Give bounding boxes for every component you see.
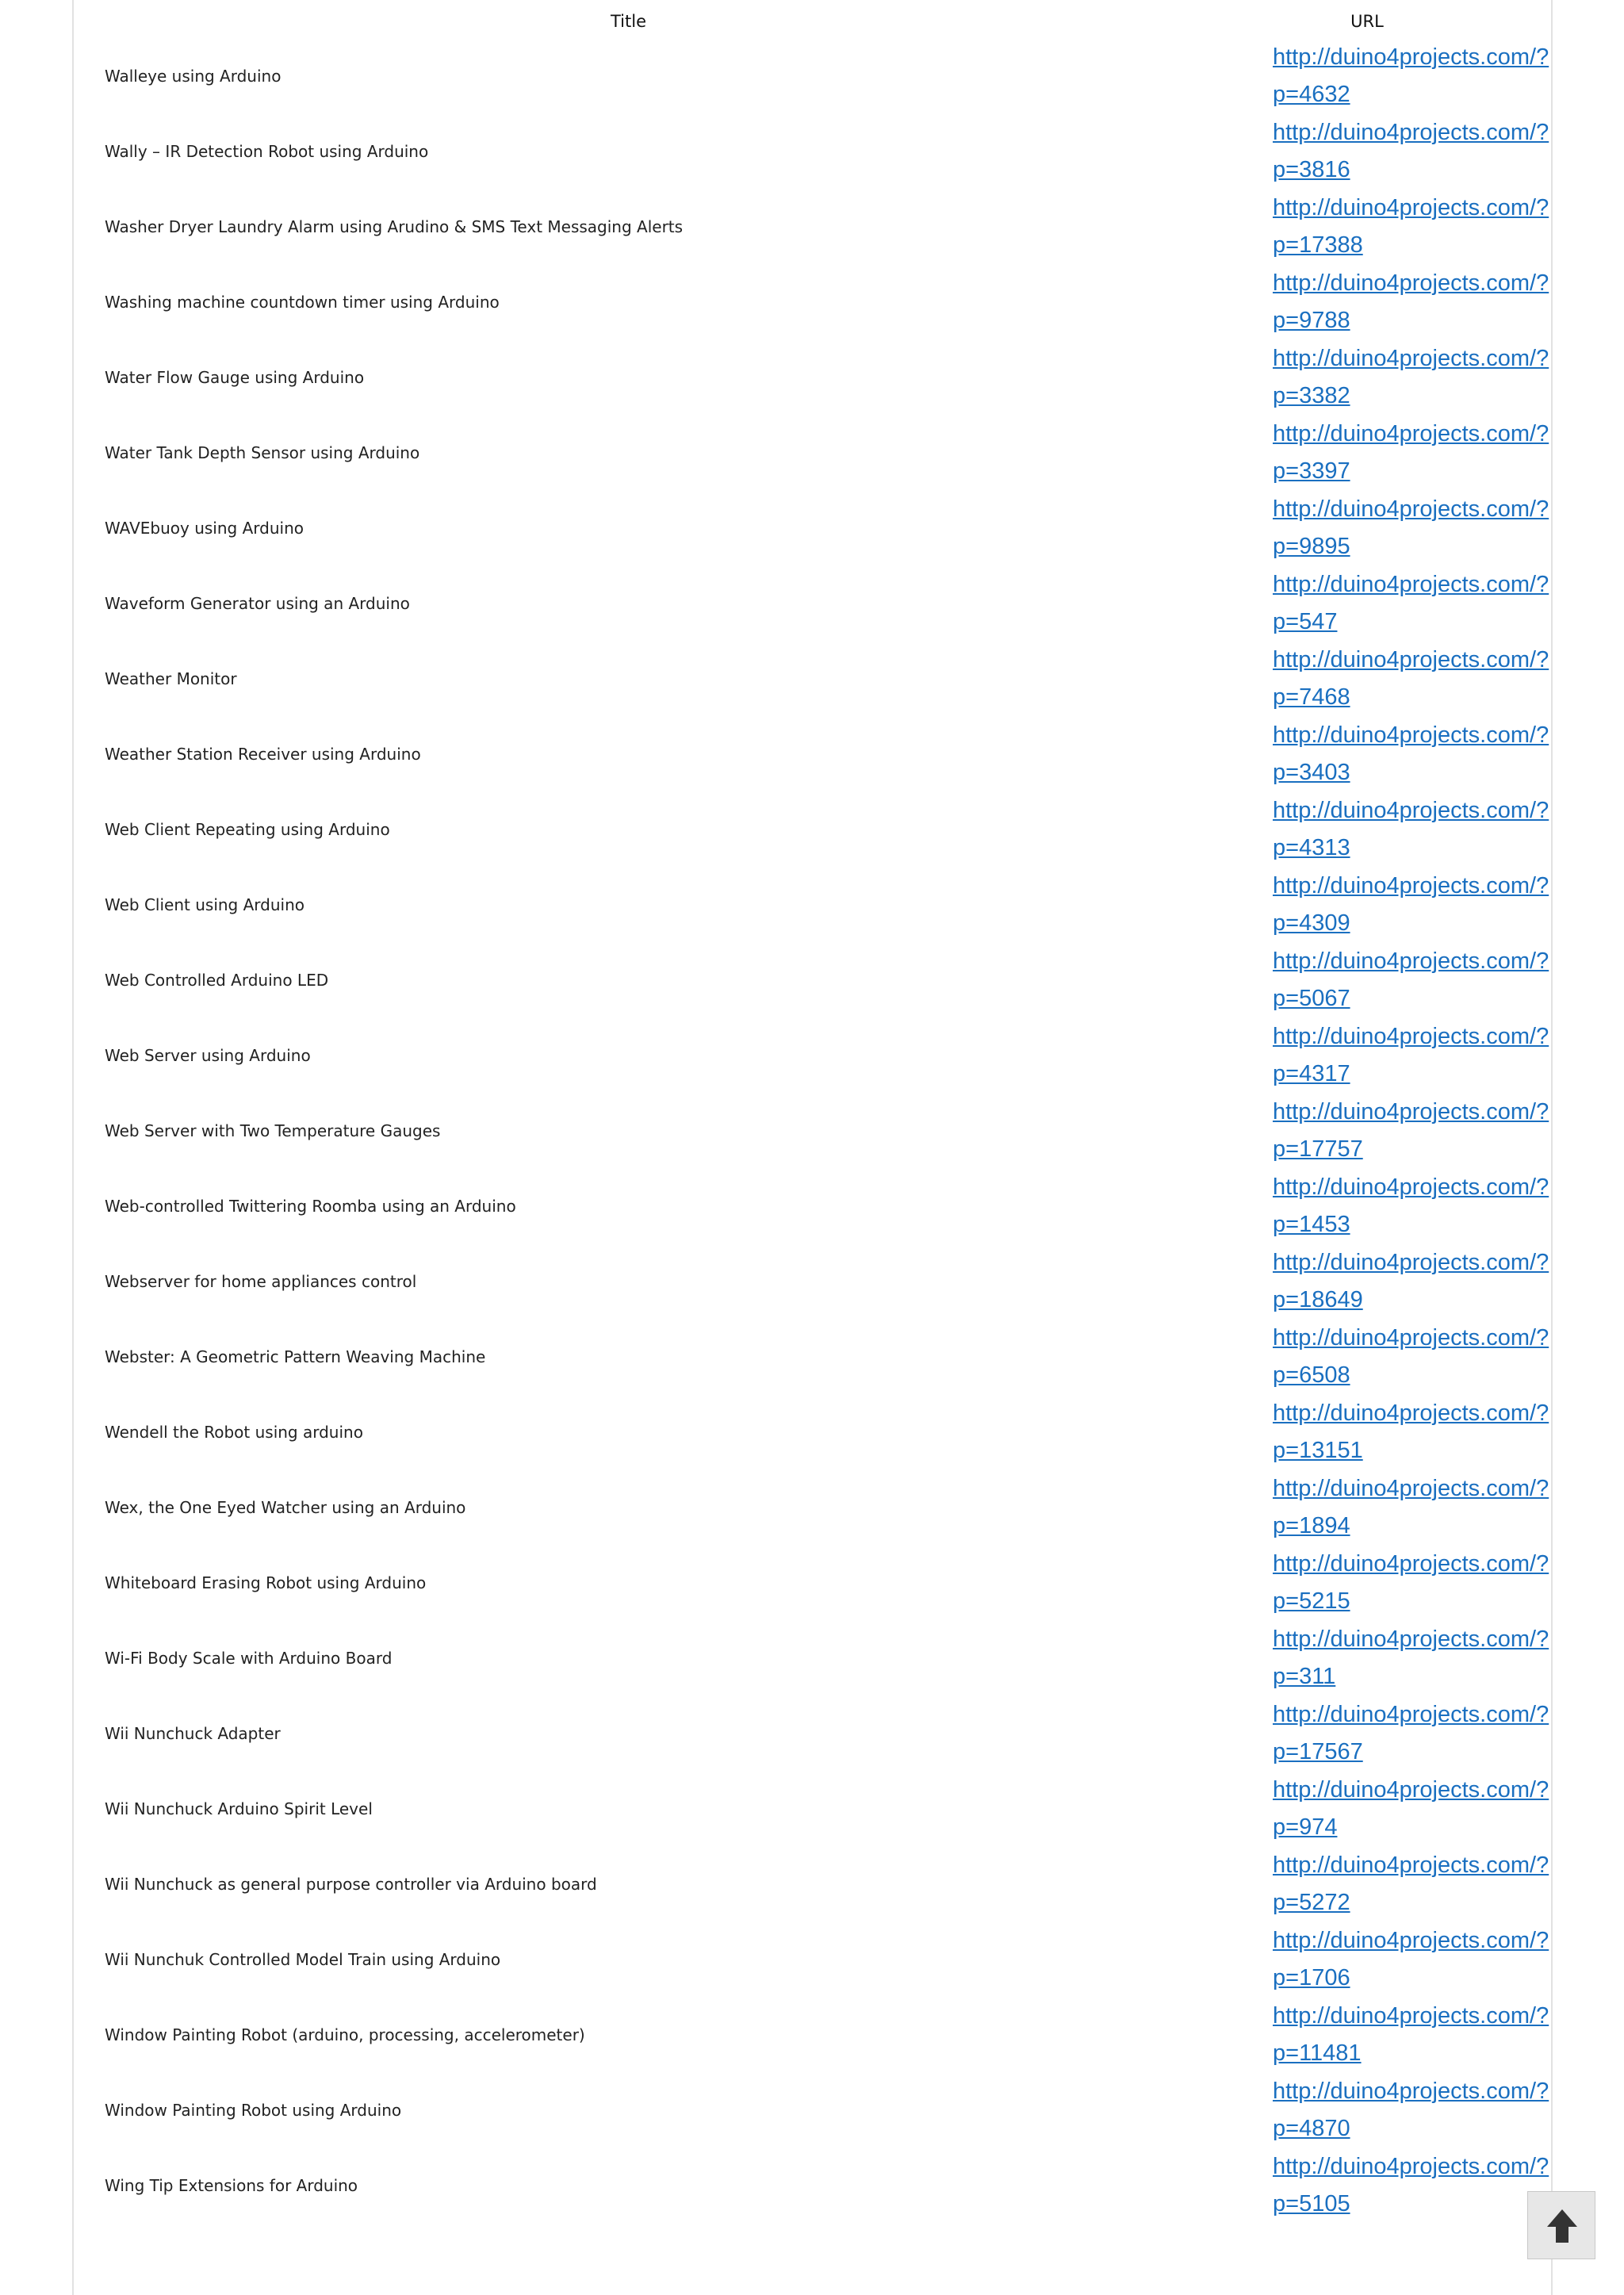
project-title: Wii Nunchuk Controlled Model Train using Arduino bbox=[105, 1949, 501, 1969]
project-url-link[interactable]: http://duino4projects.com/?p=3816 bbox=[1273, 119, 1549, 182]
project-title: Wii Nunchuck Arduino Spirit Level bbox=[105, 1799, 373, 1818]
project-url-link[interactable]: http://duino4projects.com/?p=13151 bbox=[1273, 1400, 1549, 1463]
project-url-link[interactable]: http://duino4projects.com/?p=1706 bbox=[1273, 1927, 1549, 1990]
table-row bbox=[74, 113, 1551, 189]
project-url-link[interactable]: http://duino4projects.com/?p=5215 bbox=[1273, 1550, 1549, 1614]
project-url-cell bbox=[1183, 1394, 1551, 1469]
project-url-link[interactable]: http://duino4projects.com/?p=547 bbox=[1273, 571, 1549, 634]
project-title: Web Controlled Arduino LED bbox=[105, 970, 329, 990]
project-title: Water Flow Gauge using Arduino bbox=[105, 367, 365, 387]
project-url-cell bbox=[1183, 189, 1551, 264]
project-url-link[interactable]: http://duino4projects.com/?p=1453 bbox=[1273, 1174, 1549, 1237]
project-url-cell bbox=[1183, 1093, 1551, 1168]
project-title: Weather Monitor bbox=[105, 669, 237, 688]
table-row bbox=[74, 1997, 1551, 2072]
project-url-cell bbox=[1183, 565, 1551, 641]
table-row bbox=[74, 2147, 1551, 2223]
project-url-cell bbox=[1183, 1695, 1551, 1771]
project-title: Wii Nunchuck as general purpose controller via Arduino board bbox=[105, 1874, 597, 1894]
project-url-link[interactable]: http://duino4projects.com/?p=3403 bbox=[1273, 722, 1549, 785]
table-row bbox=[74, 1319, 1551, 1394]
project-url-cell bbox=[1183, 942, 1551, 1017]
project-url-cell bbox=[1183, 1545, 1551, 1620]
project-title: Washer Dryer Laundry Alarm using Arudino & SMS Text Messaging Alerts bbox=[105, 216, 684, 236]
table-row bbox=[74, 264, 1551, 339]
table-row bbox=[74, 490, 1551, 565]
project-url-link[interactable]: http://duino4projects.com/?p=11481 bbox=[1273, 2002, 1549, 2066]
project-url-cell bbox=[1183, 2072, 1551, 2147]
projects-table bbox=[74, 5, 1551, 2223]
project-title: Wally – IR Detection Robot using Arduino bbox=[105, 141, 429, 161]
project-url-link[interactable]: http://duino4projects.com/?p=1894 bbox=[1273, 1475, 1549, 1538]
project-url-cell bbox=[1183, 791, 1551, 867]
project-title: Window Painting Robot (arduino, processing, accelerometer) bbox=[105, 2025, 585, 2044]
arrow-up-icon bbox=[1545, 2208, 1579, 2244]
project-url-cell bbox=[1183, 264, 1551, 339]
table-body bbox=[74, 38, 1551, 2223]
table-row bbox=[74, 189, 1551, 264]
project-url-link[interactable]: http://duino4projects.com/?p=4317 bbox=[1273, 1023, 1549, 1086]
project-title: Wi-Fi Body Scale with Arduino Board bbox=[105, 1648, 393, 1668]
project-url-link[interactable]: http://duino4projects.com/?p=4632 bbox=[1273, 44, 1549, 107]
table-row bbox=[74, 415, 1551, 490]
project-url-link[interactable]: http://duino4projects.com/?p=6508 bbox=[1273, 1324, 1549, 1388]
project-title: Web Server with Two Temperature Gauges bbox=[105, 1121, 441, 1140]
table-row bbox=[74, 1620, 1551, 1695]
table-row bbox=[74, 38, 1551, 113]
project-url-cell bbox=[1183, 716, 1551, 791]
table-row bbox=[74, 1771, 1551, 1846]
project-url-cell bbox=[1183, 1319, 1551, 1394]
project-title: Wex, the One Eyed Watcher using an Arduino bbox=[105, 1497, 466, 1517]
table-row bbox=[74, 716, 1551, 791]
project-url-cell bbox=[1183, 641, 1551, 716]
project-url-link[interactable]: http://duino4projects.com/?p=5272 bbox=[1273, 1852, 1549, 1915]
table-row bbox=[74, 339, 1551, 415]
project-url-link[interactable]: http://duino4projects.com/?p=17388 bbox=[1273, 194, 1549, 258]
table-row bbox=[74, 641, 1551, 716]
project-title: Window Painting Robot using Arduino bbox=[105, 2100, 402, 2120]
table-row bbox=[74, 867, 1551, 942]
project-title: Web-controlled Twittering Roomba using an Arduino bbox=[105, 1196, 516, 1216]
project-url-cell bbox=[1183, 113, 1551, 189]
project-url-link[interactable]: http://duino4projects.com/?p=4309 bbox=[1273, 872, 1549, 936]
table-row bbox=[74, 1469, 1551, 1545]
project-url-cell bbox=[1183, 1921, 1551, 1997]
project-url-cell bbox=[1183, 38, 1551, 113]
project-url-link[interactable]: http://duino4projects.com/?p=4870 bbox=[1273, 2078, 1549, 2141]
project-url-cell bbox=[1183, 1469, 1551, 1545]
content-border-right bbox=[1551, 0, 1553, 2295]
project-url-cell bbox=[1183, 1620, 1551, 1695]
table-row bbox=[74, 942, 1551, 1017]
project-url-cell bbox=[1183, 339, 1551, 415]
table-row bbox=[74, 1695, 1551, 1771]
project-title: Wii Nunchuck Adapter bbox=[105, 1723, 281, 1743]
scroll-to-top-button[interactable] bbox=[1527, 2191, 1595, 2259]
project-title: Water Tank Depth Sensor using Arduino bbox=[105, 443, 420, 462]
project-url-link[interactable]: http://duino4projects.com/?p=18649 bbox=[1273, 1249, 1549, 1312]
project-title: Webserver for home appliances control bbox=[105, 1271, 417, 1291]
project-url-link[interactable]: http://duino4projects.com/?p=4313 bbox=[1273, 797, 1549, 860]
project-title: Web Client using Arduino bbox=[105, 895, 304, 914]
project-url-cell bbox=[1183, 1243, 1551, 1319]
project-url-cell bbox=[1183, 1846, 1551, 1921]
project-url-cell bbox=[1183, 2147, 1551, 2223]
project-url-link[interactable]: http://duino4projects.com/?p=3397 bbox=[1273, 420, 1549, 484]
project-url-link[interactable]: http://duino4projects.com/?p=5067 bbox=[1273, 948, 1549, 1011]
project-url-link[interactable]: http://duino4projects.com/?p=311 bbox=[1273, 1626, 1549, 1689]
project-url-link[interactable]: http://duino4projects.com/?p=3382 bbox=[1273, 345, 1549, 408]
table-row bbox=[74, 1243, 1551, 1319]
project-url-link[interactable]: http://duino4projects.com/?p=9788 bbox=[1273, 270, 1549, 333]
table-row bbox=[74, 1846, 1551, 1921]
table-row bbox=[74, 1394, 1551, 1469]
table-header-row bbox=[74, 5, 1551, 38]
project-title: Washing machine countdown timer using Arduino bbox=[105, 292, 500, 312]
project-title: Wendell the Robot using arduino bbox=[105, 1422, 363, 1442]
project-url-link[interactable]: http://duino4projects.com/?p=5105 bbox=[1273, 2153, 1549, 2216]
project-url-link[interactable]: http://duino4projects.com/?p=7468 bbox=[1273, 646, 1549, 710]
project-title: Waveform Generator using an Arduino bbox=[105, 593, 410, 613]
project-title: Walleye using Arduino bbox=[105, 66, 282, 86]
project-url-link[interactable]: http://duino4projects.com/?p=974 bbox=[1273, 1776, 1549, 1840]
project-title: Wing Tip Extensions for Arduino bbox=[105, 2175, 358, 2195]
project-title: Webster: A Geometric Pattern Weaving Machine bbox=[105, 1347, 486, 1366]
project-title: Web Client Repeating using Arduino bbox=[105, 819, 390, 839]
table-row bbox=[74, 1168, 1551, 1243]
project-title: WAVEbuoy using Arduino bbox=[105, 518, 304, 538]
project-url-cell bbox=[1183, 490, 1551, 565]
column-header-title: Title bbox=[610, 12, 646, 31]
project-title: Whiteboard Erasing Robot using Arduino bbox=[105, 1573, 427, 1592]
table-row bbox=[74, 1921, 1551, 1997]
project-url-cell bbox=[1183, 1168, 1551, 1243]
table-row bbox=[74, 1545, 1551, 1620]
table-row bbox=[74, 2072, 1551, 2147]
project-title: Weather Station Receiver using Arduino bbox=[105, 744, 421, 764]
project-url-cell bbox=[1183, 415, 1551, 490]
table-row bbox=[74, 1017, 1551, 1093]
project-url-cell bbox=[1183, 867, 1551, 942]
table-row bbox=[74, 565, 1551, 641]
project-url-link[interactable]: http://duino4projects.com/?p=17757 bbox=[1273, 1098, 1549, 1162]
project-url-link[interactable]: http://duino4projects.com/?p=9895 bbox=[1273, 496, 1549, 559]
project-url-cell bbox=[1183, 1997, 1551, 2072]
project-title: Web Server using Arduino bbox=[105, 1045, 311, 1065]
table-row bbox=[74, 791, 1551, 867]
project-url-cell bbox=[1183, 1771, 1551, 1846]
column-header-url: URL bbox=[1350, 12, 1384, 31]
project-url-cell bbox=[1183, 1017, 1551, 1093]
table-row bbox=[74, 1093, 1551, 1168]
project-url-link[interactable]: http://duino4projects.com/?p=17567 bbox=[1273, 1701, 1549, 1764]
